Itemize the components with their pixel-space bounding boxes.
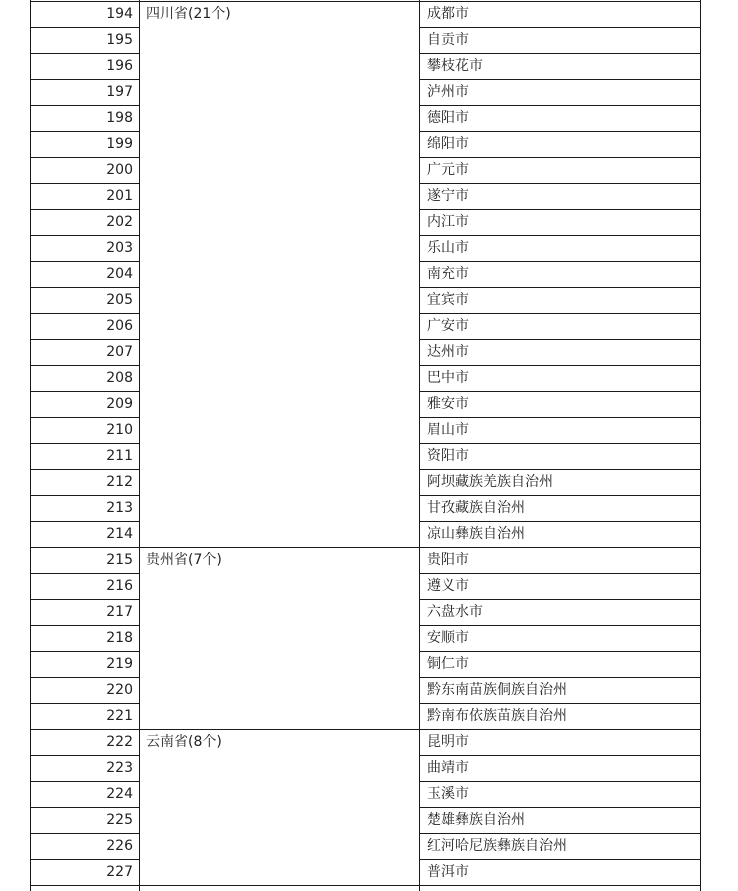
row-number-cell: 204 xyxy=(31,262,140,288)
city-cell: 雅安市 xyxy=(420,392,701,418)
table-row-partial xyxy=(31,886,701,891)
city-cell: 凉山彝族自治州 xyxy=(420,522,701,548)
city-cell: 巴中市 xyxy=(420,366,701,392)
row-number-cell: 221 xyxy=(31,704,140,730)
city-cell: 红河哈尼族彝族自治州 xyxy=(420,834,701,860)
city-cell: 遵义市 xyxy=(420,574,701,600)
city-cell: 六盘水市 xyxy=(420,600,701,626)
row-number-cell: 205 xyxy=(31,288,140,314)
row-number-cell: 214 xyxy=(31,522,140,548)
city-cell: 铜仁市 xyxy=(420,652,701,678)
city-cell xyxy=(420,886,701,891)
row-number-cell: 219 xyxy=(31,652,140,678)
city-cell: 普洱市 xyxy=(420,860,701,886)
city-cell: 眉山市 xyxy=(420,418,701,444)
row-number-cell: 202 xyxy=(31,210,140,236)
row-number-cell: 194 xyxy=(31,2,140,28)
row-number-cell: 216 xyxy=(31,574,140,600)
row-number-cell: 207 xyxy=(31,340,140,366)
row-number-cell: 196 xyxy=(31,54,140,80)
city-cell: 达州市 xyxy=(420,340,701,366)
city-cell: 甘孜藏族自治州 xyxy=(420,496,701,522)
row-number-cell: 198 xyxy=(31,106,140,132)
row-number-cell: 227 xyxy=(31,860,140,886)
city-cell: 南充市 xyxy=(420,262,701,288)
row-number-cell xyxy=(31,886,140,891)
row-number-cell: 195 xyxy=(31,28,140,54)
city-cell: 贵阳市 xyxy=(420,548,701,574)
city-cell: 资阳市 xyxy=(420,444,701,470)
city-cell: 遂宁市 xyxy=(420,184,701,210)
province-cell: 四川省(21个) xyxy=(140,2,420,548)
city-cell: 攀枝花市 xyxy=(420,54,701,80)
city-cell: 广元市 xyxy=(420,158,701,184)
province-cell xyxy=(140,886,420,891)
row-number-cell: 225 xyxy=(31,808,140,834)
city-cell: 黔东南苗族侗族自治州 xyxy=(420,678,701,704)
row-number-cell: 212 xyxy=(31,470,140,496)
row-number-cell: 217 xyxy=(31,600,140,626)
row-number-cell: 209 xyxy=(31,392,140,418)
city-cell: 内江市 xyxy=(420,210,701,236)
city-cell: 安顺市 xyxy=(420,626,701,652)
province-cell: 云南省(8个) xyxy=(140,730,420,886)
region-table xyxy=(30,0,701,891)
city-cell: 德阳市 xyxy=(420,106,701,132)
row-number-cell: 201 xyxy=(31,184,140,210)
row-number-cell: 213 xyxy=(31,496,140,522)
city-cell: 昆明市 xyxy=(420,730,701,756)
row-number-cell: 215 xyxy=(31,548,140,574)
city-cell: 绵阳市 xyxy=(420,132,701,158)
row-number-cell: 222 xyxy=(31,730,140,756)
row-number-cell: 218 xyxy=(31,626,140,652)
row-number-cell: 226 xyxy=(31,834,140,860)
city-cell: 乐山市 xyxy=(420,236,701,262)
city-cell: 自贡市 xyxy=(420,28,701,54)
row-number-cell: 210 xyxy=(31,418,140,444)
table-row xyxy=(31,548,701,574)
region-table-body xyxy=(31,0,701,891)
row-number-cell: 208 xyxy=(31,366,140,392)
province-cell: 贵州省(7个) xyxy=(140,548,420,730)
row-number-cell: 224 xyxy=(31,782,140,808)
row-number-cell: 197 xyxy=(31,80,140,106)
city-cell: 黔南布依族苗族自治州 xyxy=(420,704,701,730)
table-row xyxy=(31,730,701,756)
row-number-cell: 203 xyxy=(31,236,140,262)
city-cell: 泸州市 xyxy=(420,80,701,106)
city-cell: 曲靖市 xyxy=(420,756,701,782)
city-cell: 成都市 xyxy=(420,2,701,28)
row-number-cell: 223 xyxy=(31,756,140,782)
city-cell: 广安市 xyxy=(420,314,701,340)
row-number-cell: 220 xyxy=(31,678,140,704)
row-number-cell: 206 xyxy=(31,314,140,340)
row-number-cell: 199 xyxy=(31,132,140,158)
city-cell: 宜宾市 xyxy=(420,288,701,314)
table-row xyxy=(31,2,701,28)
city-cell: 阿坝藏族羌族自治州 xyxy=(420,470,701,496)
row-number-cell: 200 xyxy=(31,158,140,184)
city-cell: 玉溪市 xyxy=(420,782,701,808)
city-cell: 楚雄彝族自治州 xyxy=(420,808,701,834)
row-number-cell: 211 xyxy=(31,444,140,470)
